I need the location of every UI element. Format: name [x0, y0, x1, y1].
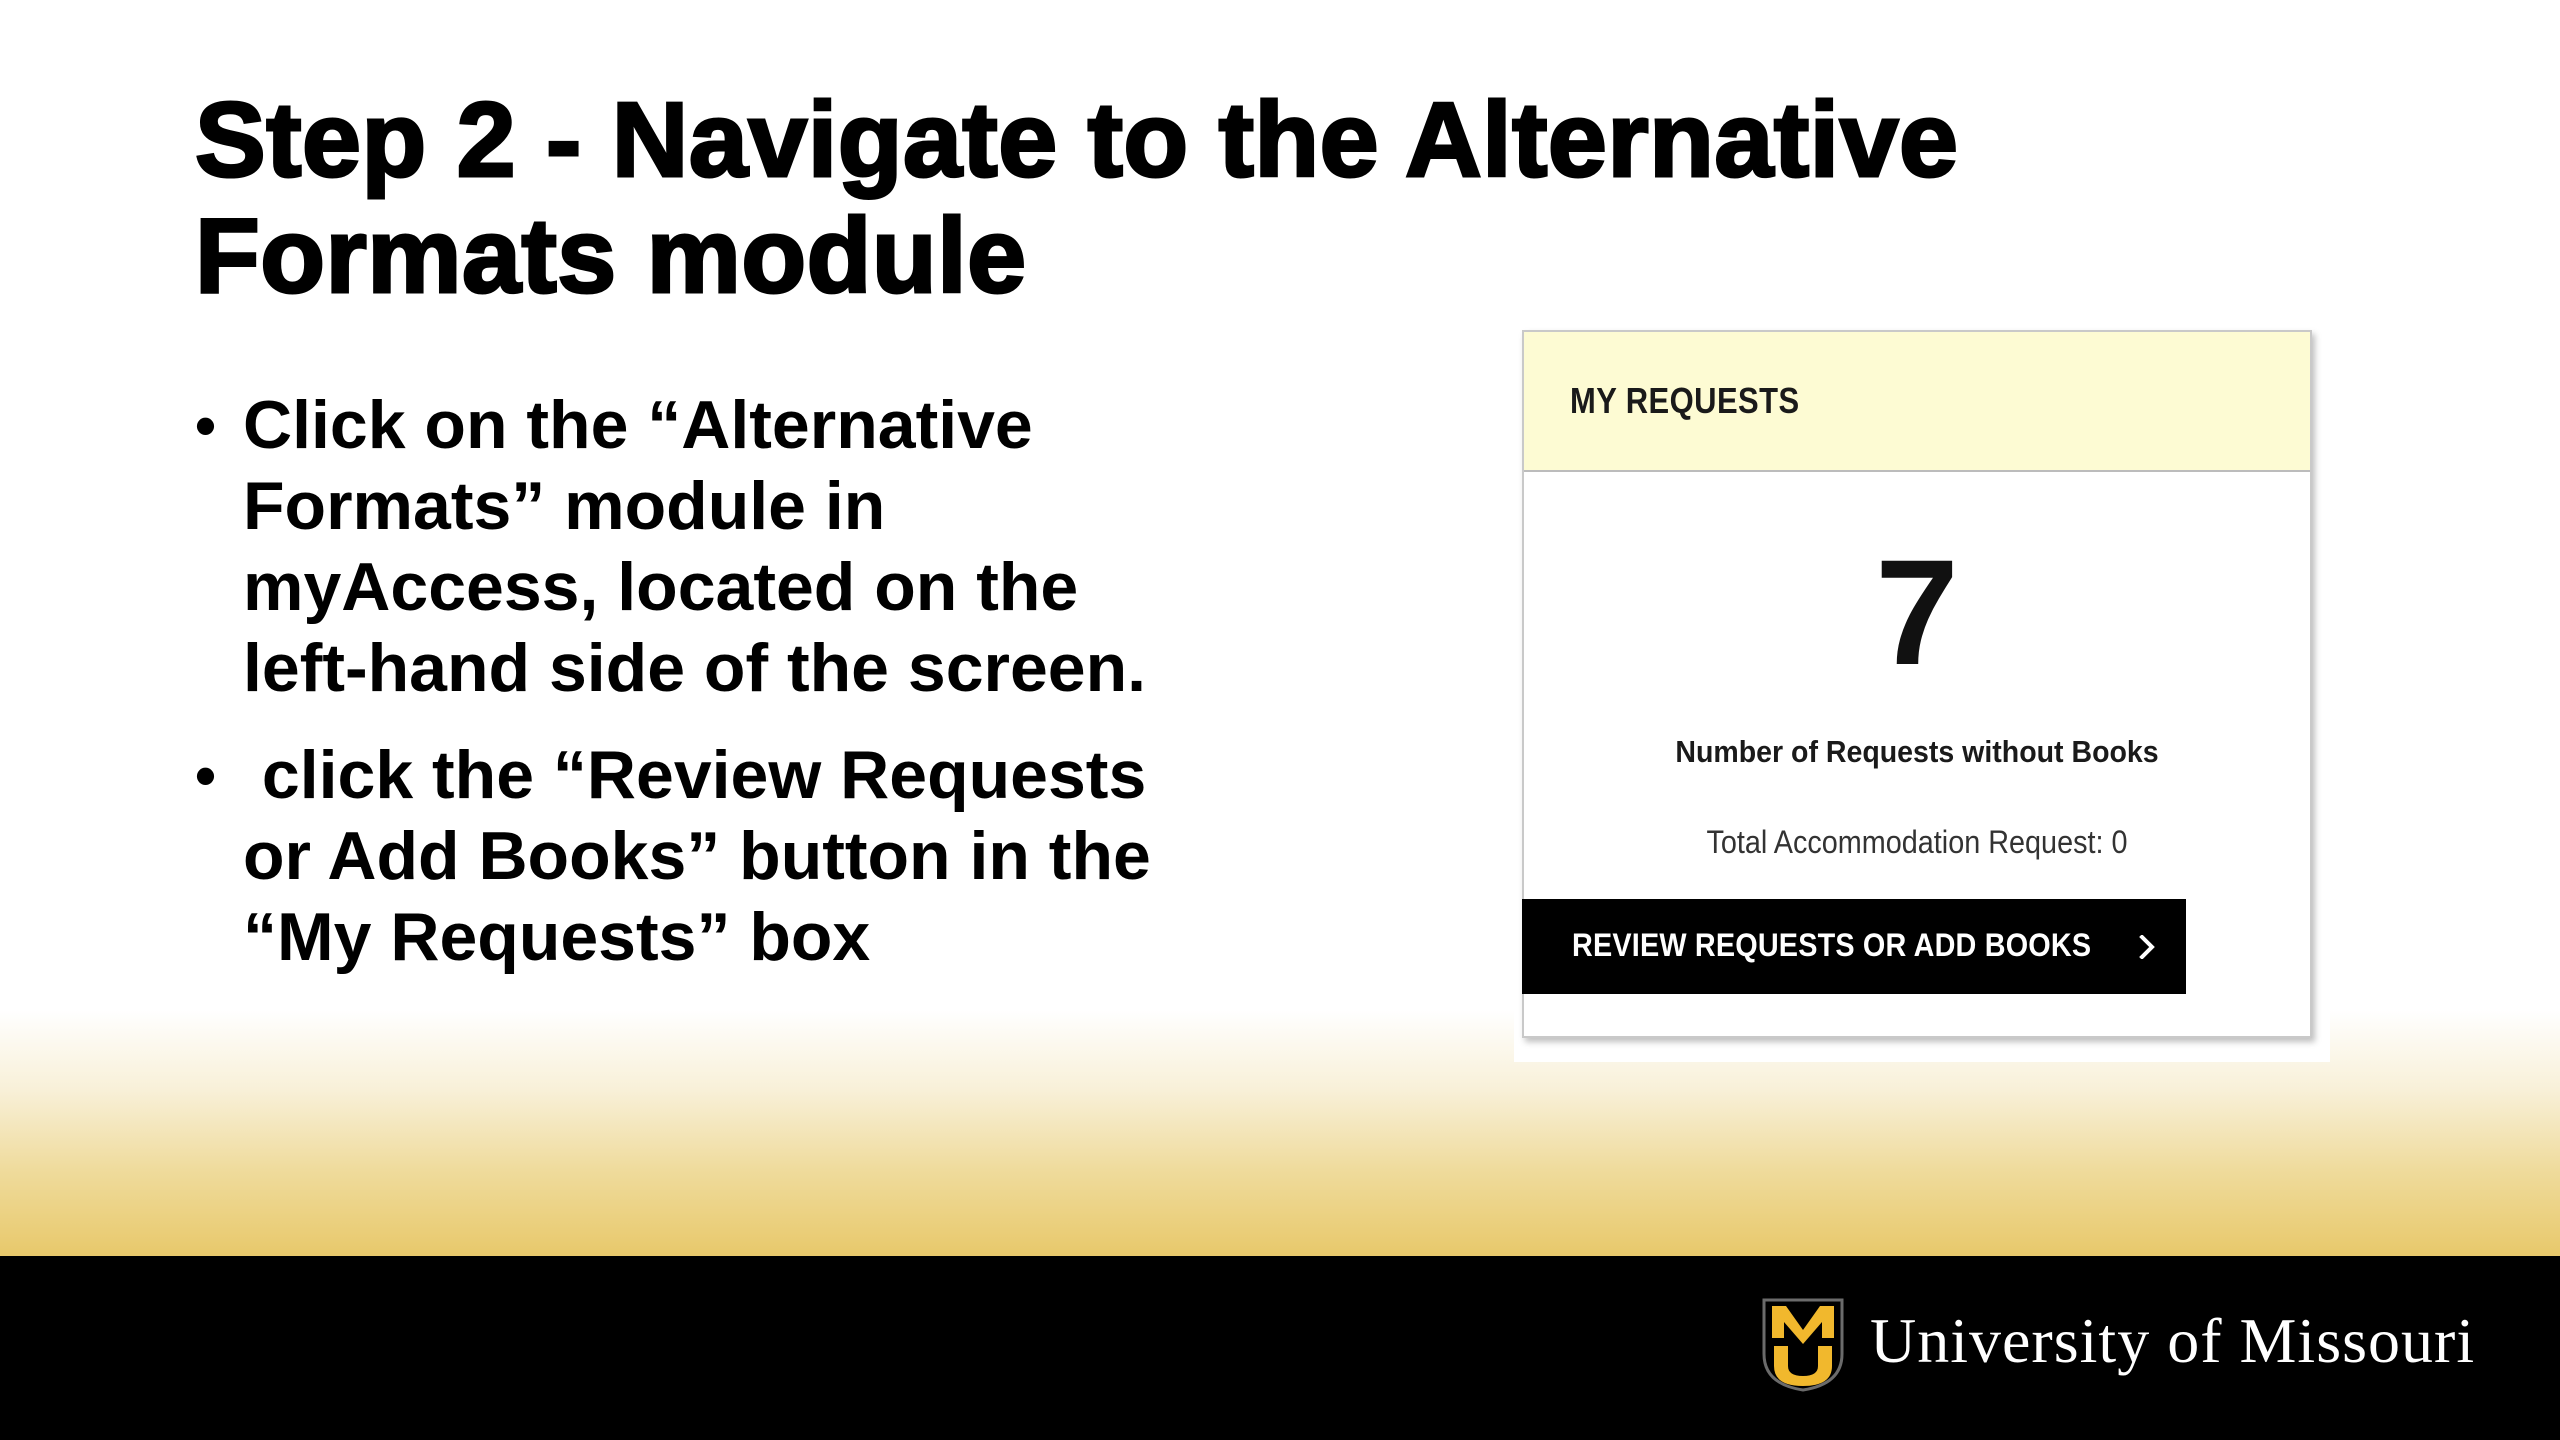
bullet-line: “My Requests” box: [243, 899, 871, 975]
my-requests-card: [1522, 330, 2312, 1038]
requests-count-label: Number of Requests without Books: [1675, 734, 2159, 769]
bullet-line: or Add Books” button in the: [243, 818, 1151, 894]
bullet-line: click the “Review Requests: [243, 737, 1147, 813]
my-requests-screenshot: [1514, 322, 2330, 1062]
bullet-line: Click on the “Alternative: [243, 387, 1033, 463]
bullet-item-alternative-formats: [195, 385, 1315, 709]
bullet-list: [195, 385, 1315, 1004]
mu-logo-icon: [1760, 1296, 1846, 1392]
bullet-line: myAccess, located on the: [243, 549, 1079, 625]
footer-bar: [0, 1256, 2560, 1440]
total-accommodation-request: Total Accommodation Request: 0: [1706, 824, 2128, 860]
review-requests-button[interactable]: [1522, 899, 2186, 994]
bullet-marker: •: [195, 392, 217, 459]
bullet-marker: •: [195, 742, 217, 809]
review-requests-button-label: REVIEW REQUESTS OR ADD BOOKS: [1572, 927, 2092, 963]
slide-title: [195, 82, 2345, 314]
card-header: [1524, 332, 2310, 472]
chevron-right-icon: [2136, 935, 2158, 959]
chevron-right-icon-svg: [2136, 935, 2158, 959]
requests-count: 7: [1875, 528, 1959, 696]
bullet-line: Formats” module in: [243, 468, 886, 544]
slide-title-line-1: Step 2 - Navigate to the Alternative: [195, 81, 1959, 199]
bullet-item-review-requests: [195, 735, 1315, 978]
slide-title-line-2: Formats module: [195, 197, 1027, 315]
mu-logo-svg: [1760, 1296, 1846, 1392]
university-name: University of Missouri: [1870, 1305, 2476, 1376]
card-header-title: MY REQUESTS: [1570, 380, 1800, 421]
bullet-line: left-hand side of the screen.: [243, 630, 1147, 706]
